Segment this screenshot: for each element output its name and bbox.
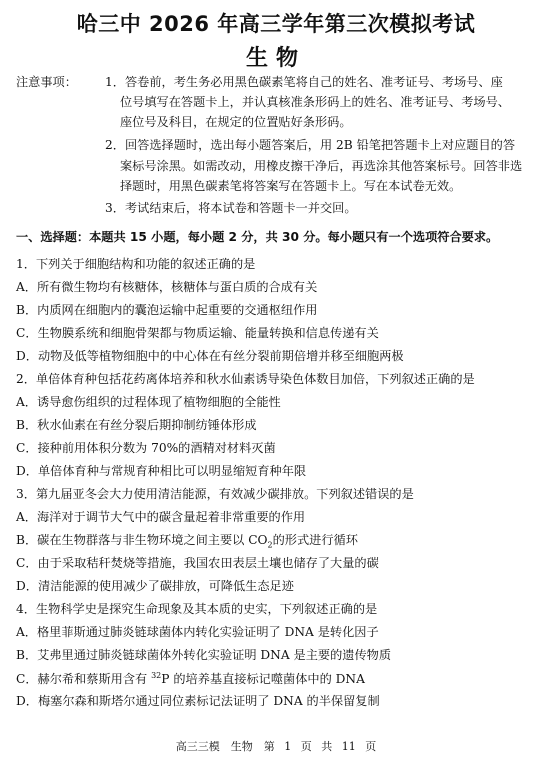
question-3-option-b-text: B．碳在生物群落与非生物环境之间主要以 CO (16, 533, 268, 547)
subject-title: 生物 (245, 46, 306, 71)
exam-title: 哈三中 2026 年高三学年第三次模拟考试 (76, 12, 476, 36)
question-2-option-b: B．秋水仙素在有丝分裂后期抑制纺锤体形成 (16, 418, 257, 432)
question-4-option-a: A．格里菲斯通过肺炎链球菌体内转化实验证明了 DNA 是转化因子 (16, 625, 379, 639)
question-1-option-d: D．动物及低等植物细胞中的中心体在有丝分裂前期倍增并移至细胞两极 (16, 349, 404, 363)
notice-item-1-line-2: 位号填写在答题卡上，并认真核准条形码上的姓名、准考证号、考场号、 (120, 95, 510, 109)
notice-item-1-line-3: 座位号及科目，在规定的位置贴好条形码。 (120, 115, 352, 129)
question-3-stem: 3．第九届亚冬会大力使用清洁能源，有效减少碳排放。下列叙述错误的是 (16, 487, 414, 501)
question-2-option-c: C．接种前用体积分数为 70%的酒精对材料灭菌 (16, 441, 276, 455)
question-4-option-d: D．梅塞尔森和斯塔尔通过同位素标记法证明了 DNA 的半保留复制 (16, 694, 380, 708)
notice-item-2-line-2: 案标号涂黑。如需改动，用橡皮擦干净后，再选涂其他答案标号。回答非选 (120, 159, 523, 173)
question-1-option-b: B．内质网在细胞内的囊泡运输中起重要的交通枢纽作用 (16, 303, 318, 317)
notice-label: 注意事项： (16, 75, 77, 89)
question-1-stem: 1．下列关于细胞结构和功能的叙述正确的是 (16, 257, 256, 271)
question-4-option-b: B．艾弗里通过肺炎链球菌体外转化实验证明 DNA 是主要的遗传物质 (16, 648, 392, 662)
question-3-option-b-tail: 的形式进行循环 (272, 533, 358, 547)
notice-item-2-line-3: 择题时，用黑色碳素笔将答案写在答题卡上。写在本试卷无效。 (120, 179, 462, 193)
section-heading: 一、选择题：本题共 15 小题，每小题 2 分，共 30 分。每小题只有一个选项符合要求。 (16, 230, 499, 244)
notice-item-1-line-1: 1．答卷前，考生务必用黑色碳素笔将自己的姓名、准考证号、考场号、座 (105, 75, 503, 89)
question-2-option-a: A．诱导愈伤组织的过程体现了植物细胞的全能性 (16, 395, 281, 409)
p32-superscript: 32 (151, 671, 162, 680)
question-4-option-c-tail: P 的培养基直接标记噬菌体中的 DNA (161, 672, 365, 687)
question-4-stem: 4．生物科学史是探究生命现象及其本质的史实，下列叙述正确的是 (16, 602, 378, 616)
question-3-option-c: C．由于采取秸秆焚烧等措施，我国农田表层土壤也储存了大量的碳 (16, 556, 379, 570)
question-1-option-c: C．生物膜系统和细胞骨架都与物质运输、能量转换和信息传递有关 (16, 326, 379, 340)
page-footer: 高三三模 生物 第 1 页 共 11 页 (175, 740, 377, 753)
notice-item-3-line-1: 3．考试结束后，将本试卷和答题卡一并交回。 (105, 201, 357, 215)
question-1-option-a: A．所有微生物均有核糖体，核糖体与蛋白质的合成有关 (16, 280, 318, 294)
question-3-option-d: D．清洁能源的使用减少了碳排放，可降低生态足迹 (16, 579, 294, 593)
question-3-option-b (16, 534, 358, 549)
question-3-option-a: A．海洋对于调节大气中的碳含量起着非常重要的作用 (16, 510, 306, 524)
notice-item-2-line-1: 2．回答选择题时，选出每小题答案后，用 2B 铅笔把答题卡上对应题目的答 (105, 138, 516, 152)
co2-subscript: 2 (267, 540, 273, 550)
question-4-option-c (16, 672, 365, 685)
question-2-option-d: D．单倍体育种与常规育种相比可以明显缩短育种年限 (16, 464, 307, 478)
question-4-option-c-text: C．赫尔希和蔡斯用含有 (16, 672, 152, 687)
question-2-stem: 2．单倍体育种包括花药离体培养和秋水仙素诱导染色体数目加倍，下列叙述正确的是 (16, 372, 475, 386)
